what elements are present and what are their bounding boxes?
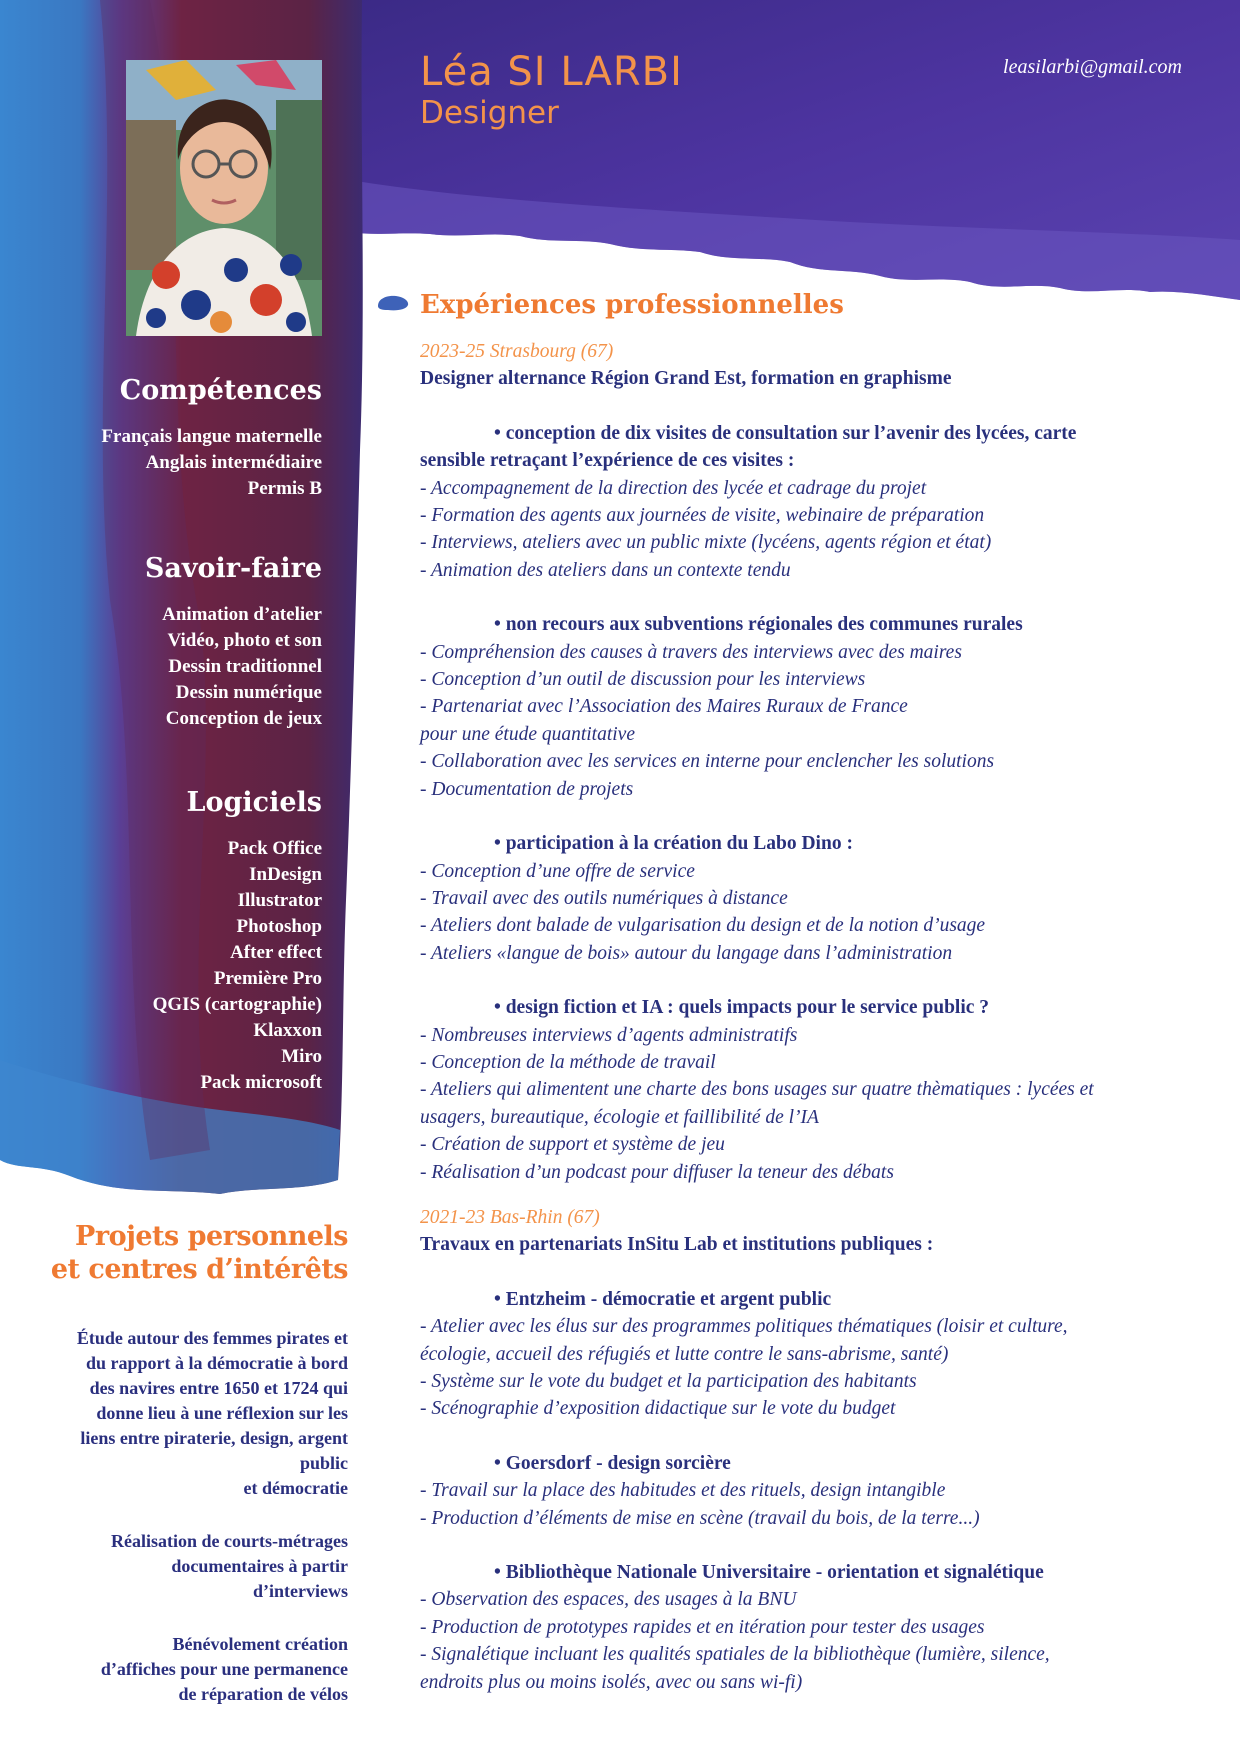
- projet-line: Réalisation de courts-métrages: [111, 1531, 348, 1551]
- experience-title: Designer alternance Région Grand Est, formation en graphisme: [420, 368, 952, 390]
- project-task: - Conception d’une offre de service: [420, 860, 695, 882]
- logiciel-item: Photoshop: [236, 916, 322, 937]
- project-task: - Formation des agents aux journées de visite, webinaire de préparation: [420, 505, 985, 527]
- project-heading: sensible retraçant l’expérience de ces visites :: [420, 450, 795, 472]
- project-task: - Conception d’un outil de discussion pour les interviews: [420, 669, 866, 691]
- project-heading: [420, 830, 1180, 857]
- logiciel-item: Pack microsoft: [200, 1072, 322, 1093]
- project-task: pour une étude quantitative: [420, 723, 635, 745]
- person-name: Léa SI LARBI: [420, 49, 683, 95]
- project-heading: [420, 994, 1180, 1021]
- logiciel-item: QGIS (cartographie): [152, 994, 322, 1015]
- project-task: - Animation des ateliers dans un contexte tendu: [420, 559, 791, 581]
- project-heading: [420, 1286, 1180, 1313]
- section-title: Expériences professionnelles: [420, 290, 844, 320]
- project-task: - Signalétique incluant les qualités spatiales de la bibliothèque (lumière, silence,: [420, 1644, 1050, 1666]
- projet-line: d’affiches pour une permanence: [100, 1659, 348, 1679]
- logiciel-item: Illustrator: [237, 890, 322, 911]
- logiciel-item: Miro: [281, 1046, 322, 1067]
- project-task: - Réalisation d’un podcast pour diffuser la teneur des débats: [420, 1161, 894, 1183]
- competence-item: Français langue maternelle: [101, 426, 322, 447]
- savoir-faire-item: Conception de jeux: [165, 708, 322, 729]
- projet-affiches: [8, 1632, 348, 1707]
- projets-section: [8, 1220, 348, 1707]
- projet-line: du rapport à la démocratie à bord: [86, 1353, 348, 1373]
- savoir-faire-title: Savoir-faire: [144, 553, 322, 584]
- project-heading-text: • Goersdorf - design sorcière: [494, 1452, 731, 1474]
- logiciel-item: InDesign: [249, 864, 322, 885]
- project-heading-text: • non recours aux subventions régionales des communes rurales: [494, 614, 1023, 636]
- project-heading-text: • Bibliothèque Nationale Universitaire - orientation et signalétique: [494, 1562, 1044, 1584]
- projets-title-line: Projets personnels: [75, 1221, 348, 1252]
- project-task: - Ateliers «langue de bois» autour du langage dans l’administration: [420, 942, 953, 964]
- project-task: - Nombreuses interviews d’agents administratifs: [420, 1024, 798, 1046]
- experiences-section: [420, 290, 1180, 1696]
- experience-period: 2023-25 Strasbourg (67): [420, 341, 614, 362]
- competences-section: [101, 375, 322, 502]
- logiciels-title: Logiciels: [186, 787, 322, 818]
- project-task: - Scénographie d’exposition didactique sur le vote du budget: [420, 1398, 896, 1420]
- projet-line: Étude autour des femmes pirates et: [76, 1328, 348, 1348]
- project-heading: [420, 1450, 1180, 1477]
- project-task: - Collaboration avec les services en interne pour enclencher les solutions: [420, 751, 995, 773]
- competence-item: Anglais intermédiaire: [145, 452, 322, 473]
- email-address[interactable]: leasilarbi@gmail.com: [1003, 56, 1182, 78]
- project-task: - Documentation de projets: [420, 778, 634, 800]
- logiciels-section: [153, 787, 322, 1096]
- logiciel-item: After effect: [230, 942, 322, 963]
- projet-line: des navires entre 1650 et 1724 qui: [89, 1378, 348, 1398]
- project-heading-text: • design fiction et IA : quels impacts pour le service public ?: [494, 997, 990, 1019]
- experience-period: 2021-23 Bas-Rhin (67): [420, 1206, 600, 1228]
- savoir-faire-section: [145, 553, 322, 732]
- project-task: - Création de support et système de jeu: [420, 1134, 725, 1156]
- project-heading-text: • Entzheim - démocratie et argent public: [494, 1288, 832, 1310]
- project-task: - Atelier avec les élus sur des programmes politiques thématiques (loisir et culture,: [420, 1316, 1068, 1338]
- project-task: - Observation des espaces, des usages à la BNU: [420, 1589, 797, 1611]
- project-task: - Ateliers dont balade de vulgarisation du design et de la notion d’usage: [420, 915, 986, 937]
- logiciel-item: Klaxxon: [253, 1020, 322, 1041]
- projet-line: de réparation de vélos: [178, 1684, 348, 1704]
- project-task: - Production d’éléments de mise en scène (travail du bois, de la terre...): [420, 1507, 980, 1529]
- project-heading-text: • conception de dix visites de consultation sur l’avenir des lycées, carte: [494, 422, 1077, 444]
- project-task: - Partenariat avec l’Association des Maires Ruraux de France: [420, 696, 908, 718]
- savoir-faire-item: Dessin numérique: [175, 682, 322, 703]
- project-task: - Compréhension des causes à travers des interviews avec des maires: [420, 641, 962, 663]
- project-task: - Accompagnement de la direction des lycée et cadrage du projet: [420, 477, 927, 499]
- project-heading: [420, 1559, 1180, 1586]
- project-task: - Travail avec des outils numériques à distance: [420, 887, 788, 909]
- person-role: Designer: [420, 95, 559, 131]
- section-blob-icon: [376, 294, 410, 312]
- project-task: écologie, accueil des réfugiés et lutte contre le sans-abrisme, santé): [420, 1343, 949, 1365]
- projet-line: et démocratie: [243, 1478, 348, 1498]
- project-task: endroits plus ou moins isolés, avec ou sans wi-fi): [420, 1671, 803, 1693]
- projet-line: public: [299, 1453, 348, 1473]
- logiciel-item: Première Pro: [213, 968, 322, 989]
- projet-line: liens entre piraterie, design, argent: [80, 1428, 348, 1448]
- project-heading: [420, 611, 1180, 638]
- project-task: - Système sur le vote du budget et la participation des habitants: [420, 1371, 917, 1392]
- project-task: - Conception de la méthode de travail: [420, 1051, 716, 1073]
- competences-title: Compétences: [119, 375, 322, 406]
- project-task: - Interviews, ateliers avec un public mixte (lycéens, agents région et état): [420, 532, 992, 554]
- savoir-faire-item: Dessin traditionnel: [168, 656, 322, 677]
- projets-title: [8, 1220, 348, 1286]
- project-task: - Production de prototypes rapides et en itération pour tester des usages: [420, 1616, 985, 1638]
- savoir-faire-item: Animation d’atelier: [162, 604, 322, 625]
- projet-line: d’interviews: [253, 1581, 348, 1601]
- competence-item: Permis B: [247, 478, 322, 499]
- logiciel-item: Pack Office: [227, 838, 322, 859]
- project-heading-text: • participation à la création du Labo Dino :: [494, 833, 853, 855]
- watercolor-header-background: [350, 0, 1240, 300]
- experience-title: Travaux en partenariats InSitu Lab et institutions publiques :: [420, 1234, 934, 1256]
- projet-line: Bénévolement création: [172, 1634, 348, 1654]
- project-task: usagers, bureautique, écologie et faillibilité de l’IA: [420, 1106, 819, 1128]
- project-task: - Ateliers qui alimentent une charte des bons usages sur quatre thèmatiques : lycées et: [420, 1079, 1094, 1101]
- projet-line: documentaires à partir: [171, 1556, 348, 1576]
- projets-title-line: et centres d’intérêts: [50, 1254, 348, 1285]
- savoir-faire-item: Vidéo, photo et son: [167, 630, 322, 651]
- profile-photo: [126, 60, 322, 336]
- project-heading: [420, 420, 1180, 447]
- projet-line: donne lieu à une réflexion sur les: [96, 1403, 348, 1423]
- projet-pirates: [8, 1326, 348, 1501]
- project-task: - Travail sur la place des habitudes et des rituels, design intangible: [420, 1480, 946, 1502]
- projet-courts-metrages: [8, 1529, 348, 1604]
